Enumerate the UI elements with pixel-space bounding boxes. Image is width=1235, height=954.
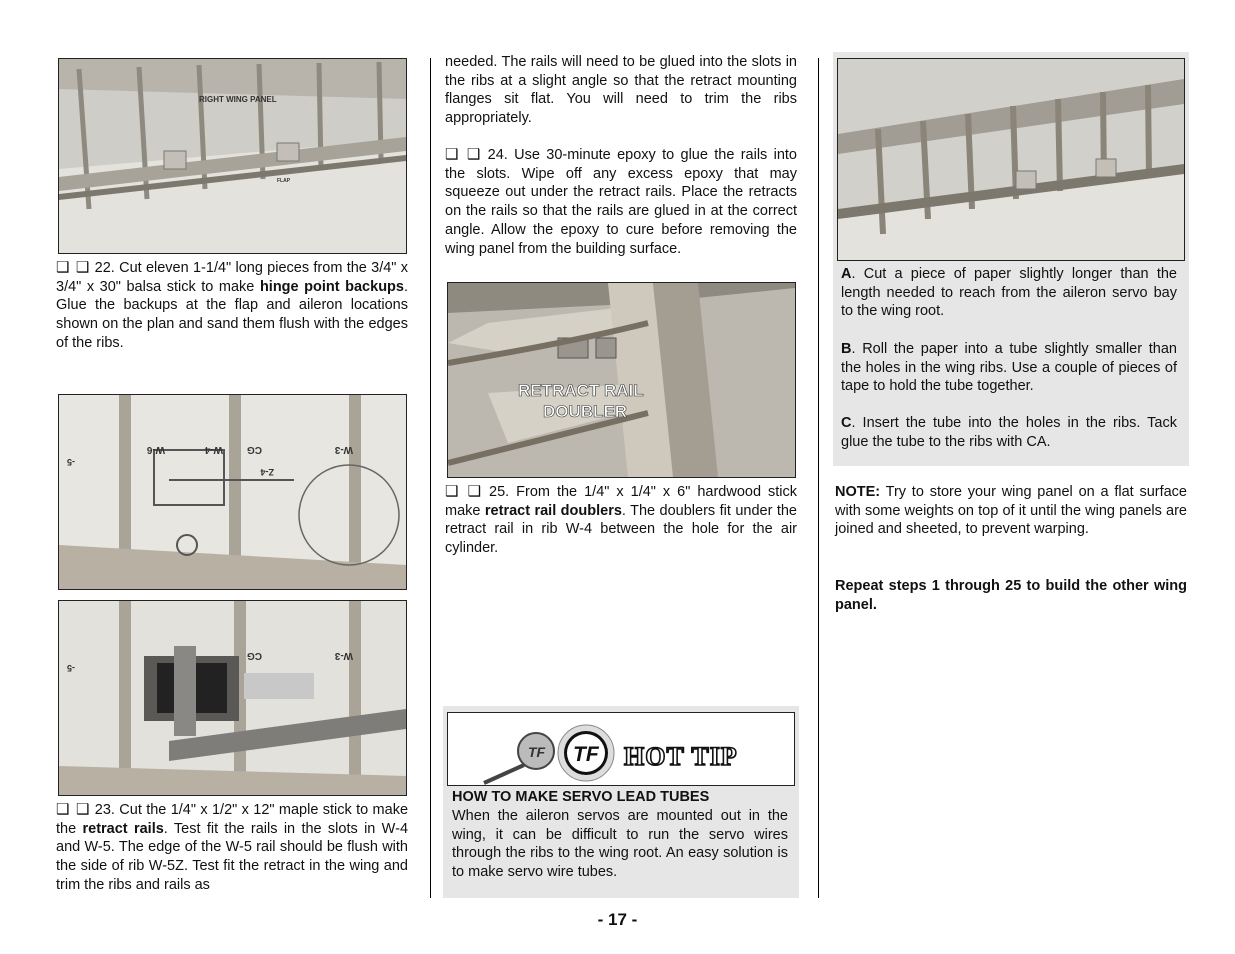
checkbox-icon[interactable]: ❑ ❑ (445, 483, 483, 500)
photo-servo-tube-in-ribs (837, 58, 1185, 261)
tf-sunburst-logo-icon (558, 725, 614, 781)
photo-label-retract-rail: RETRACT RAIL (518, 381, 644, 400)
column-divider-left (430, 58, 431, 898)
plan-label-cg: CG (247, 444, 262, 455)
hot-tip-box (443, 706, 799, 898)
page-number: - 17 - (597, 910, 638, 929)
photo-retract-rail-doubler (447, 282, 796, 478)
note-label: NOTE: (835, 484, 881, 500)
plan-label-w5: -5 (66, 457, 75, 467)
step-24-text: 24. Use 30-minute epoxy to glue the rails into the slots. Wipe off any excess epoxy that may squeeze out under the retract rails. Place the retracts on the rails so that the rails are glued in at the correct angle. Allow the epoxy to cure before removing the wing panel from the building surface. (445, 147, 798, 257)
plan-label-w3: W-3 (334, 444, 353, 455)
sidebar-step-b: B. Roll the paper into a tube slightly smaller than the holes in the wing ribs. Use a couple of pieces of tape to hold the tube together. (841, 341, 1177, 395)
photo-wing-plan-ribs (58, 394, 407, 590)
plan-label-w5-2: -5 (66, 663, 75, 673)
hot-tip-banner (447, 712, 795, 786)
checkbox-icon[interactable]: ❑ ❑ (445, 146, 482, 163)
step-23-bold: retract rails (82, 820, 164, 837)
note-text: Try to store your wing panel on a flat surface with some weights on top of it until the wing panels are joined and sheeted, to prevent warping. (835, 484, 1187, 538)
photo-label-right-wing-panel: RIGHT WING PANEL (199, 95, 277, 104)
sidebar-step-c: C. Insert the tube into the holes in the ribs. Tack glue the tube to the ribs with CA. (841, 415, 1177, 450)
svg-text:TF: TF (528, 744, 546, 760)
hot-tip-title: HOT TIP (624, 742, 738, 771)
repeat-instruction: Repeat steps 1 through 25 to build the other wing panel. (835, 578, 1187, 613)
step-22 (56, 259, 408, 353)
step-22-rest: . Glue the backups at the flap and aileron locations shown on the plan and sand them flush with the edges of the ribs. (56, 278, 408, 351)
step-23-rest: . Test fit the rails in the slots in W-4 and W-5. The edge of the W-5 rail should be flush with the side of rib W-5Z. Test fit the retract in the wing and trim the ribs and rails as (56, 820, 409, 893)
checkbox-icon[interactable]: ❑ ❑ (56, 801, 91, 818)
plan-label-w4: W-4 (204, 444, 223, 455)
step-25-text: 25. From the 1/4" x 1/4" x 6" hardwood stick make (445, 484, 798, 519)
step-25 (445, 483, 797, 558)
photo-retract-installed (58, 600, 407, 796)
svg-text:TF: TF (573, 743, 599, 766)
step-23-text: 23. Cut the 1/4" x 1/2" x 12" maple stick to make the (56, 802, 409, 837)
hot-tip-heading: HOW TO MAKE SERVO LEAD TUBES (452, 789, 710, 805)
step-22-text: 22. Cut eleven 1-1/4" long pieces from the 3/4" x 3/4" x 30" balsa stick to make (56, 260, 408, 295)
plan-label-z4: Z-4 (260, 467, 274, 477)
step-24 (445, 146, 797, 258)
step-23-continued: needed. The rails will need to be glued into the slots in the ribs at a slight angle so that the retract mounting flanges sit flat. You will need to trim the ribs appropriately. (445, 54, 797, 127)
servo-tube-sidebar (833, 52, 1189, 466)
plan-label-w6: W-6 (146, 444, 165, 455)
photo-right-wing-panel (58, 58, 407, 254)
step-23 (56, 801, 408, 895)
photo-label-flap: FLAP (277, 178, 291, 184)
photo-label-doubler: DOUBLER (543, 402, 628, 421)
plan-label-w3-2: W-3 (334, 650, 353, 661)
plan-label-cg-2: CG (247, 650, 262, 661)
step-22-bold: hinge point backups (259, 278, 404, 295)
note-paragraph (835, 483, 1187, 539)
sidebar-step-a: A. Cut a piece of paper slightly longer than the length needed to reach from the aileron servo bay to the wing root. (841, 266, 1177, 320)
checkbox-icon[interactable]: ❑ ❑ (56, 259, 91, 276)
step-25-rest: . The doublers fit under the retract rail in rib W-4 between the hole for the air cylinder. (445, 502, 797, 557)
step-25-bold: retract rail doublers (484, 502, 622, 519)
magnifier-logo-icon (484, 733, 554, 783)
column-divider-right (818, 58, 819, 898)
hot-tip-body: When the aileron servos are mounted out in the wing, it can be difficult to run the servo wires through the ribs to the wing root. An easy solution is to make servo wire tubes. (452, 808, 788, 881)
